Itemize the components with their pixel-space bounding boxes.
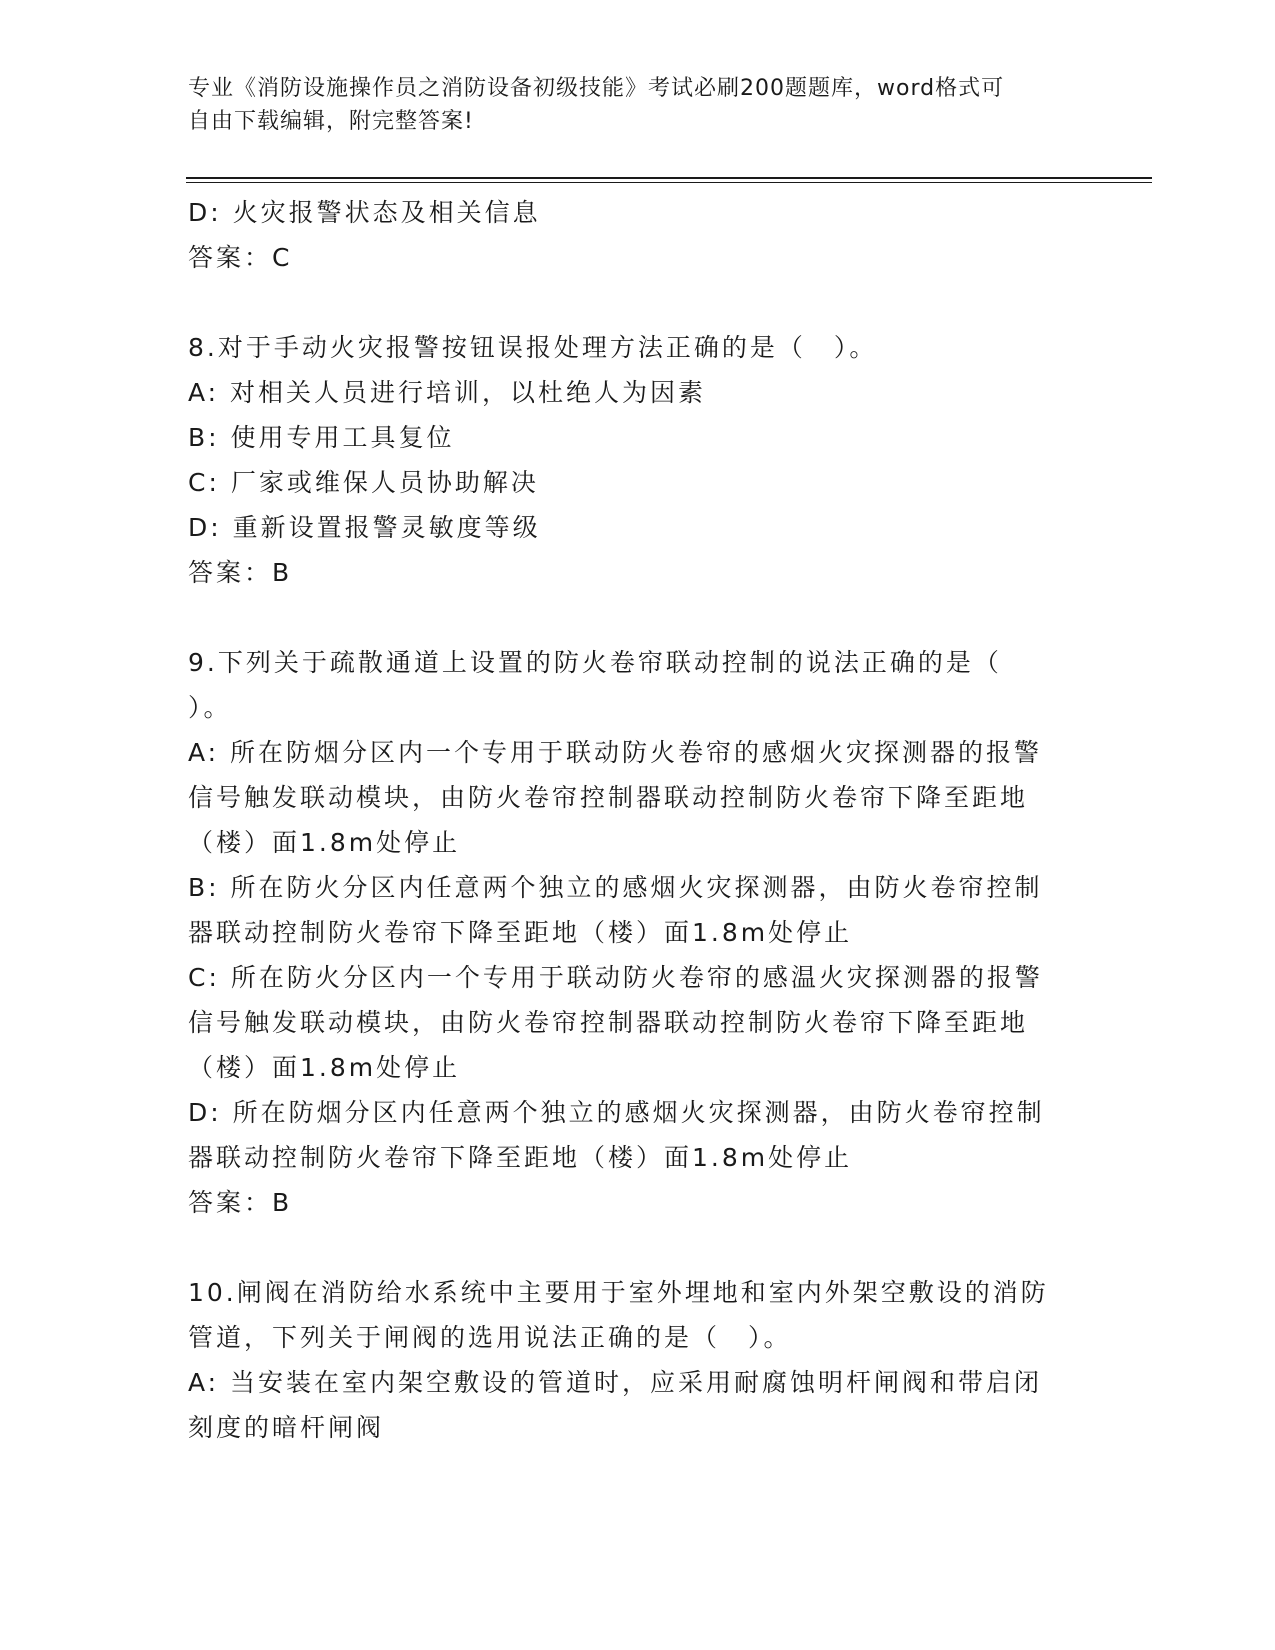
option-a: A: 所在防烟分区内一个专用于联动防火卷帘的感烟火灾探测器的报警 [188,738,1043,767]
header-line-2: 自由下载编辑，附完整答案! [188,109,474,134]
question-block-8 [188,325,1088,595]
option-a-cont: 信号触发联动模块，由防火卷帘控制器联动控制防火卷帘下降至距地 [188,783,1029,812]
option-a-cont: （楼）面1.8m处停止 [188,828,461,857]
question-stem-cont: 管道，下列关于闸阀的选用说法正确的是（ ）。 [188,1323,792,1352]
option-d: D: 重新设置报警灵敏度等级 [188,513,541,542]
option-c-cont: 信号触发联动模块，由防火卷帘控制器联动控制防火卷帘下降至距地 [188,1008,1029,1037]
document-body [188,190,1088,1450]
option-b: B: 所在防火分区内任意两个独立的感烟火灾探测器，由防火卷帘控制 [188,873,1043,902]
question-stem: 8.对于手动火灾报警按钮误报处理方法正确的是（ ）。 [188,333,878,362]
header-divider-thin [186,182,1152,183]
option-d-cont: 器联动控制防火卷帘下降至距地（楼）面1.8m处停止 [188,1143,853,1172]
question-stem: 10.闸阀在消防给水系统中主要用于室外埋地和室内外架空敷设的消防 [188,1278,1049,1307]
answer: 答案：B [188,1188,293,1217]
option-d: D: 火灾报警状态及相关信息 [188,198,541,227]
question-block-10 [188,1270,1088,1450]
option-a-cont: 刻度的暗杆闸阀 [188,1413,385,1442]
question-block-prev [188,190,1088,280]
option-c-cont: （楼）面1.8m处停止 [188,1053,461,1082]
option-a: A: 对相关人员进行培训，以杜绝人为因素 [188,378,707,407]
option-b-cont: 器联动控制防火卷帘下降至距地（楼）面1.8m处停止 [188,918,853,947]
header-line-1: 专业《消防设施操作员之消防设备初级技能》考试必刷200题题库，word格式可 [188,76,1005,101]
option-c: C: 所在防火分区内一个专用于联动防火卷帘的感温火灾探测器的报警 [188,963,1043,992]
header-divider-thick [186,177,1152,179]
answer: 答案：B [188,558,293,587]
question-stem: 9.下列关于疏散通道上设置的防火卷帘联动控制的说法正确的是（ [188,648,1002,677]
option-b: B: 使用专用工具复位 [188,423,455,452]
option-a: A: 当安装在室内架空敷设的管道时，应采用耐腐蚀明杆闸阀和带启闭 [188,1368,1043,1397]
option-c: C: 厂家或维保人员协助解决 [188,468,539,497]
option-d: D: 所在防烟分区内任意两个独立的感烟火灾探测器，由防火卷帘控制 [188,1098,1045,1127]
question-stem-cont: ）。 [188,693,232,722]
answer: 答案：C [188,243,293,272]
question-block-9 [188,640,1088,1225]
page-header [188,72,1088,138]
